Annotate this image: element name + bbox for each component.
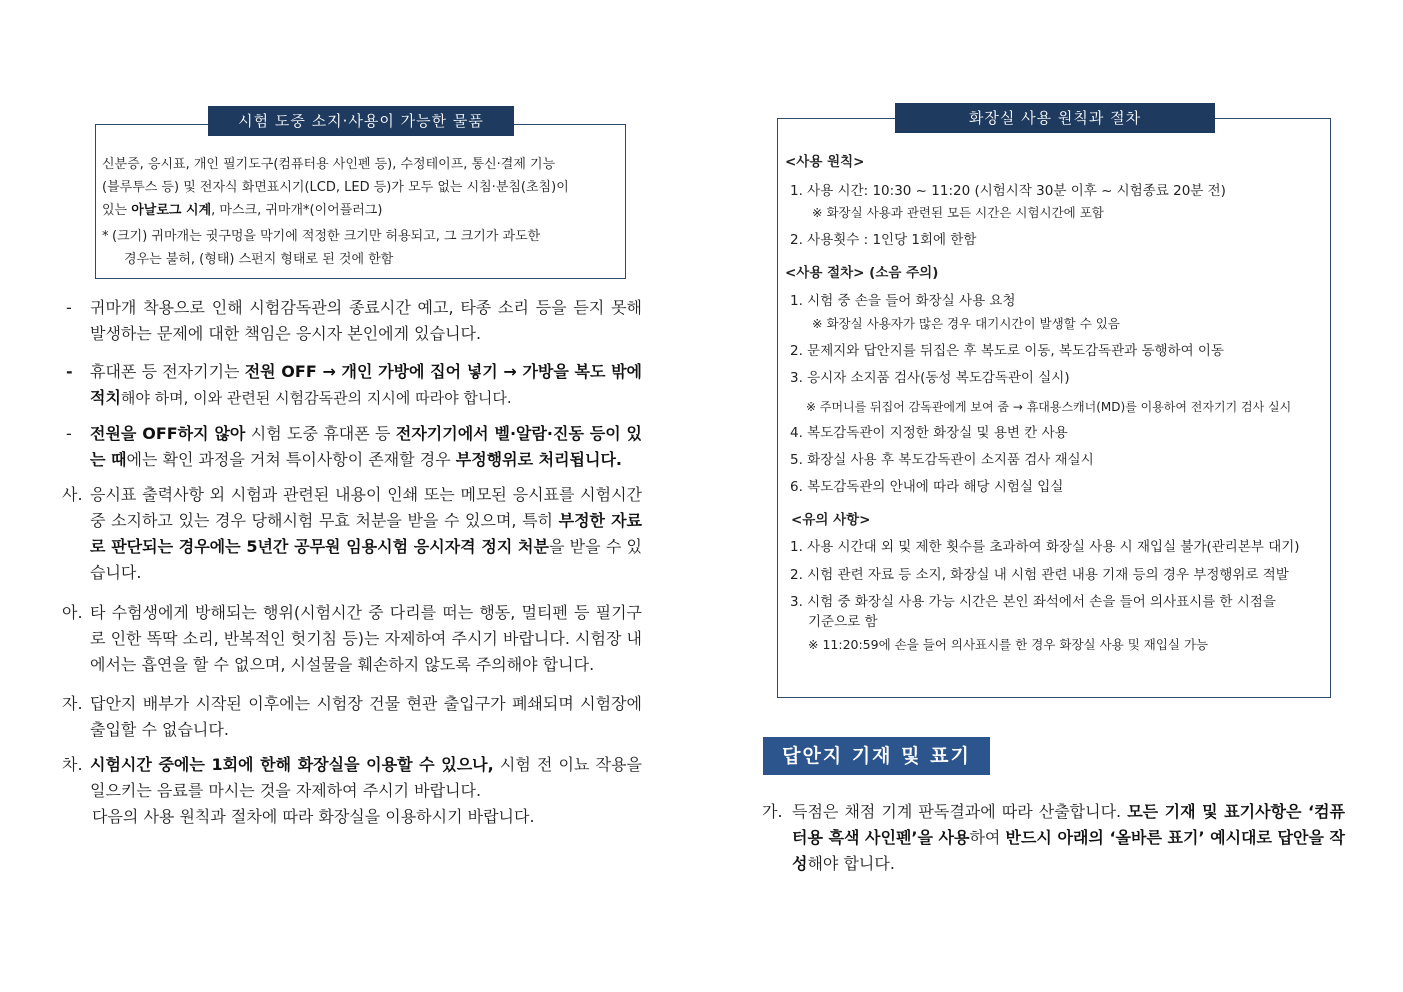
answer-sheet-section-title: 답안지 기재 및 표기 bbox=[763, 737, 990, 775]
earplug-responsibility-note: - 귀마개 착용으로 인해 시험감독관의 종료시간 예고, 타종 소리 등을 듣지 못해 발생하는 문제에 대한 책임은 응시자 본인에게 있습니다. bbox=[66, 298, 642, 343]
phone-ringing-penalty-note: - 전원을 OFF하지 않아 시험 도중 휴대폰 등 전자기기에서 벨·알람·진동 등이 있는 때에는 확인 과정을 거쳐 특이사항이 존재할 경우 부정행위로 처리됩니다. bbox=[66, 424, 642, 469]
allowed-items-line-2: (블루투스 등) 및 전자식 화면표시기(LCD, LED 등)가 모두 없는 시침·분침(초침)이 bbox=[102, 180, 569, 195]
rules-subheading: <유의 사항> bbox=[791, 512, 871, 528]
rules-item: 2. 사용횟수 : 1인당 1회에 한함 bbox=[790, 232, 977, 248]
item-ga: 가. 득점은 채점 기계 판독결과에 따라 산출합니다. 모든 기재 및 표기사항은 ‘컴퓨터용 흑색 사인펜’을 사용하여 반드시 아래의 ‘올바른 표기’ 예시대로 답안을 작성해야 합니다. bbox=[762, 802, 1345, 873]
item-sa: 사. 응시표 출력사항 외 시험과 관련된 내용이 인쇄 또는 메모된 응시표를 시험시간 중 소지하고 있는 경우 당해시험 무효 처분을 받을 수 있으며, 특히 부정한 자료로 판단되는 경우에는 5년간 공무원 임용시험 응시자격 정지 처분을 받을 수 있습니다. bbox=[62, 485, 642, 582]
rules-item: 기준으로 함 bbox=[808, 614, 878, 630]
rules-note: ※ 화장실 사용자가 많은 경우 대기시간이 발생할 수 있음 bbox=[812, 316, 1120, 331]
item-ja: 자. 답안지 배부가 시작된 이후에는 시험장 건물 현관 출입구가 폐쇄되며 시험장에 출입할 수 없습니다. bbox=[62, 694, 642, 739]
rules-item: 1. 시험 중 손을 들어 화장실 사용 요청 bbox=[790, 293, 1016, 309]
rules-item: 1. 사용 시간대 외 및 제한 횟수를 초과하여 화장실 사용 시 재입실 불가(관리본부 대기) bbox=[790, 539, 1300, 555]
rules-item: 2. 시험 관련 자료 등 소지, 화장실 내 시험 관련 내용 기재 등의 경우 부정행위로 적발 bbox=[790, 567, 1289, 583]
allowed-items-line-3: 있는 아날로그 시계, 마스크, 귀마개*(이어플러그) bbox=[102, 203, 383, 218]
rules-item: 5. 화장실 사용 후 복도감독관이 소지품 검사 재실시 bbox=[790, 452, 1094, 468]
asterisk-mark: * bbox=[102, 229, 109, 244]
item-cha: 차. 시험시간 중에는 1회에 한해 화장실을 이용할 수 있으나, 시험 전 이뇨 작용을 일으키는 음료를 마시는 것을 자제하여 주시기 바랍니다. 다음의 사용 원칙과 절차에 따라 화장실을 이용하시기 바랍니다. bbox=[62, 755, 642, 826]
restroom-rules-title: 화장실 사용 원칙과 절차 bbox=[895, 103, 1215, 133]
phone-storage-note: - 휴대폰 등 전자기기는 전원 OFF → 개인 가방에 집어 넣기 → 가방을 복도 밖에 적치해야 하며, 이와 관련된 시험감독관의 지시에 따라야 합니다. bbox=[66, 362, 642, 407]
allowed-items-box bbox=[95, 124, 626, 279]
analog-clock-highlight: 아날로그 시계 bbox=[131, 203, 212, 218]
rules-item: 3. 응시자 소지품 검사(동성 복도감독관이 실시) bbox=[790, 370, 1070, 386]
rules-note: ※ 11:20:59에 손을 들어 의사표시를 한 경우 화장실 사용 및 재입실 가능 bbox=[808, 637, 1209, 652]
rules-subheading: <사용 절차> (소음 주의) bbox=[785, 265, 939, 281]
rules-note: ※ 주머니를 뒤집어 감독관에게 보여 줌 → 휴대용스캐너(MD)를 이용하여 전자기기 검사 실시 bbox=[806, 400, 1292, 414]
item-a: 아. 타 수험생에게 방해되는 행위(시험시간 중 다리를 떠는 행동, 멀티펜 등 필기구로 인한 똑딱 소리, 반복적인 헛기침 등)는 자제하여 주시기 바랍니다. 시험장 내에서는 흡연을 할 수 없으며, 시설물을 훼손하지 않도록 주의해야 합니다. bbox=[62, 603, 642, 674]
rules-item: 3. 시험 중 화장실 사용 가능 시간은 본인 좌석에서 손을 들어 의사표시를 한 시점을 bbox=[790, 594, 1276, 610]
allowed-items-note: * (크기) 귀마개는 귓구멍을 막기에 적정한 크기만 허용되고, 그 크기가 과도한 경우는 불허, (형태) 스펀지 형태로 된 것에 한함 bbox=[102, 225, 620, 271]
allowed-items-line-1: 신분증, 응시표, 개인 필기도구(컴퓨터용 사인펜 등), 수정테이프, 통신·결제 기능 bbox=[102, 157, 556, 172]
allowed-items-title: 시험 도중 소지·사용이 가능한 물품 bbox=[208, 106, 514, 136]
rules-item: 1. 사용 시간: 10:30 ~ 11:20 (시험시작 30분 이후 ~ 시험종료 20분 전) bbox=[790, 183, 1226, 199]
rules-item: 2. 문제지와 답안지를 뒤집은 후 복도로 이동, 복도감독관과 동행하여 이동 bbox=[790, 343, 1224, 359]
rules-note: ※ 화장실 사용과 관련된 모든 시간은 시험시간에 포함 bbox=[812, 205, 1104, 220]
rules-item: 4. 복도감독관이 지정한 화장실 및 용변 칸 사용 bbox=[790, 425, 1068, 441]
rules-item: 6. 복도감독관의 안내에 따라 해당 시험실 입실 bbox=[790, 479, 1064, 495]
rules-subheading: <사용 원칙> bbox=[785, 154, 865, 170]
